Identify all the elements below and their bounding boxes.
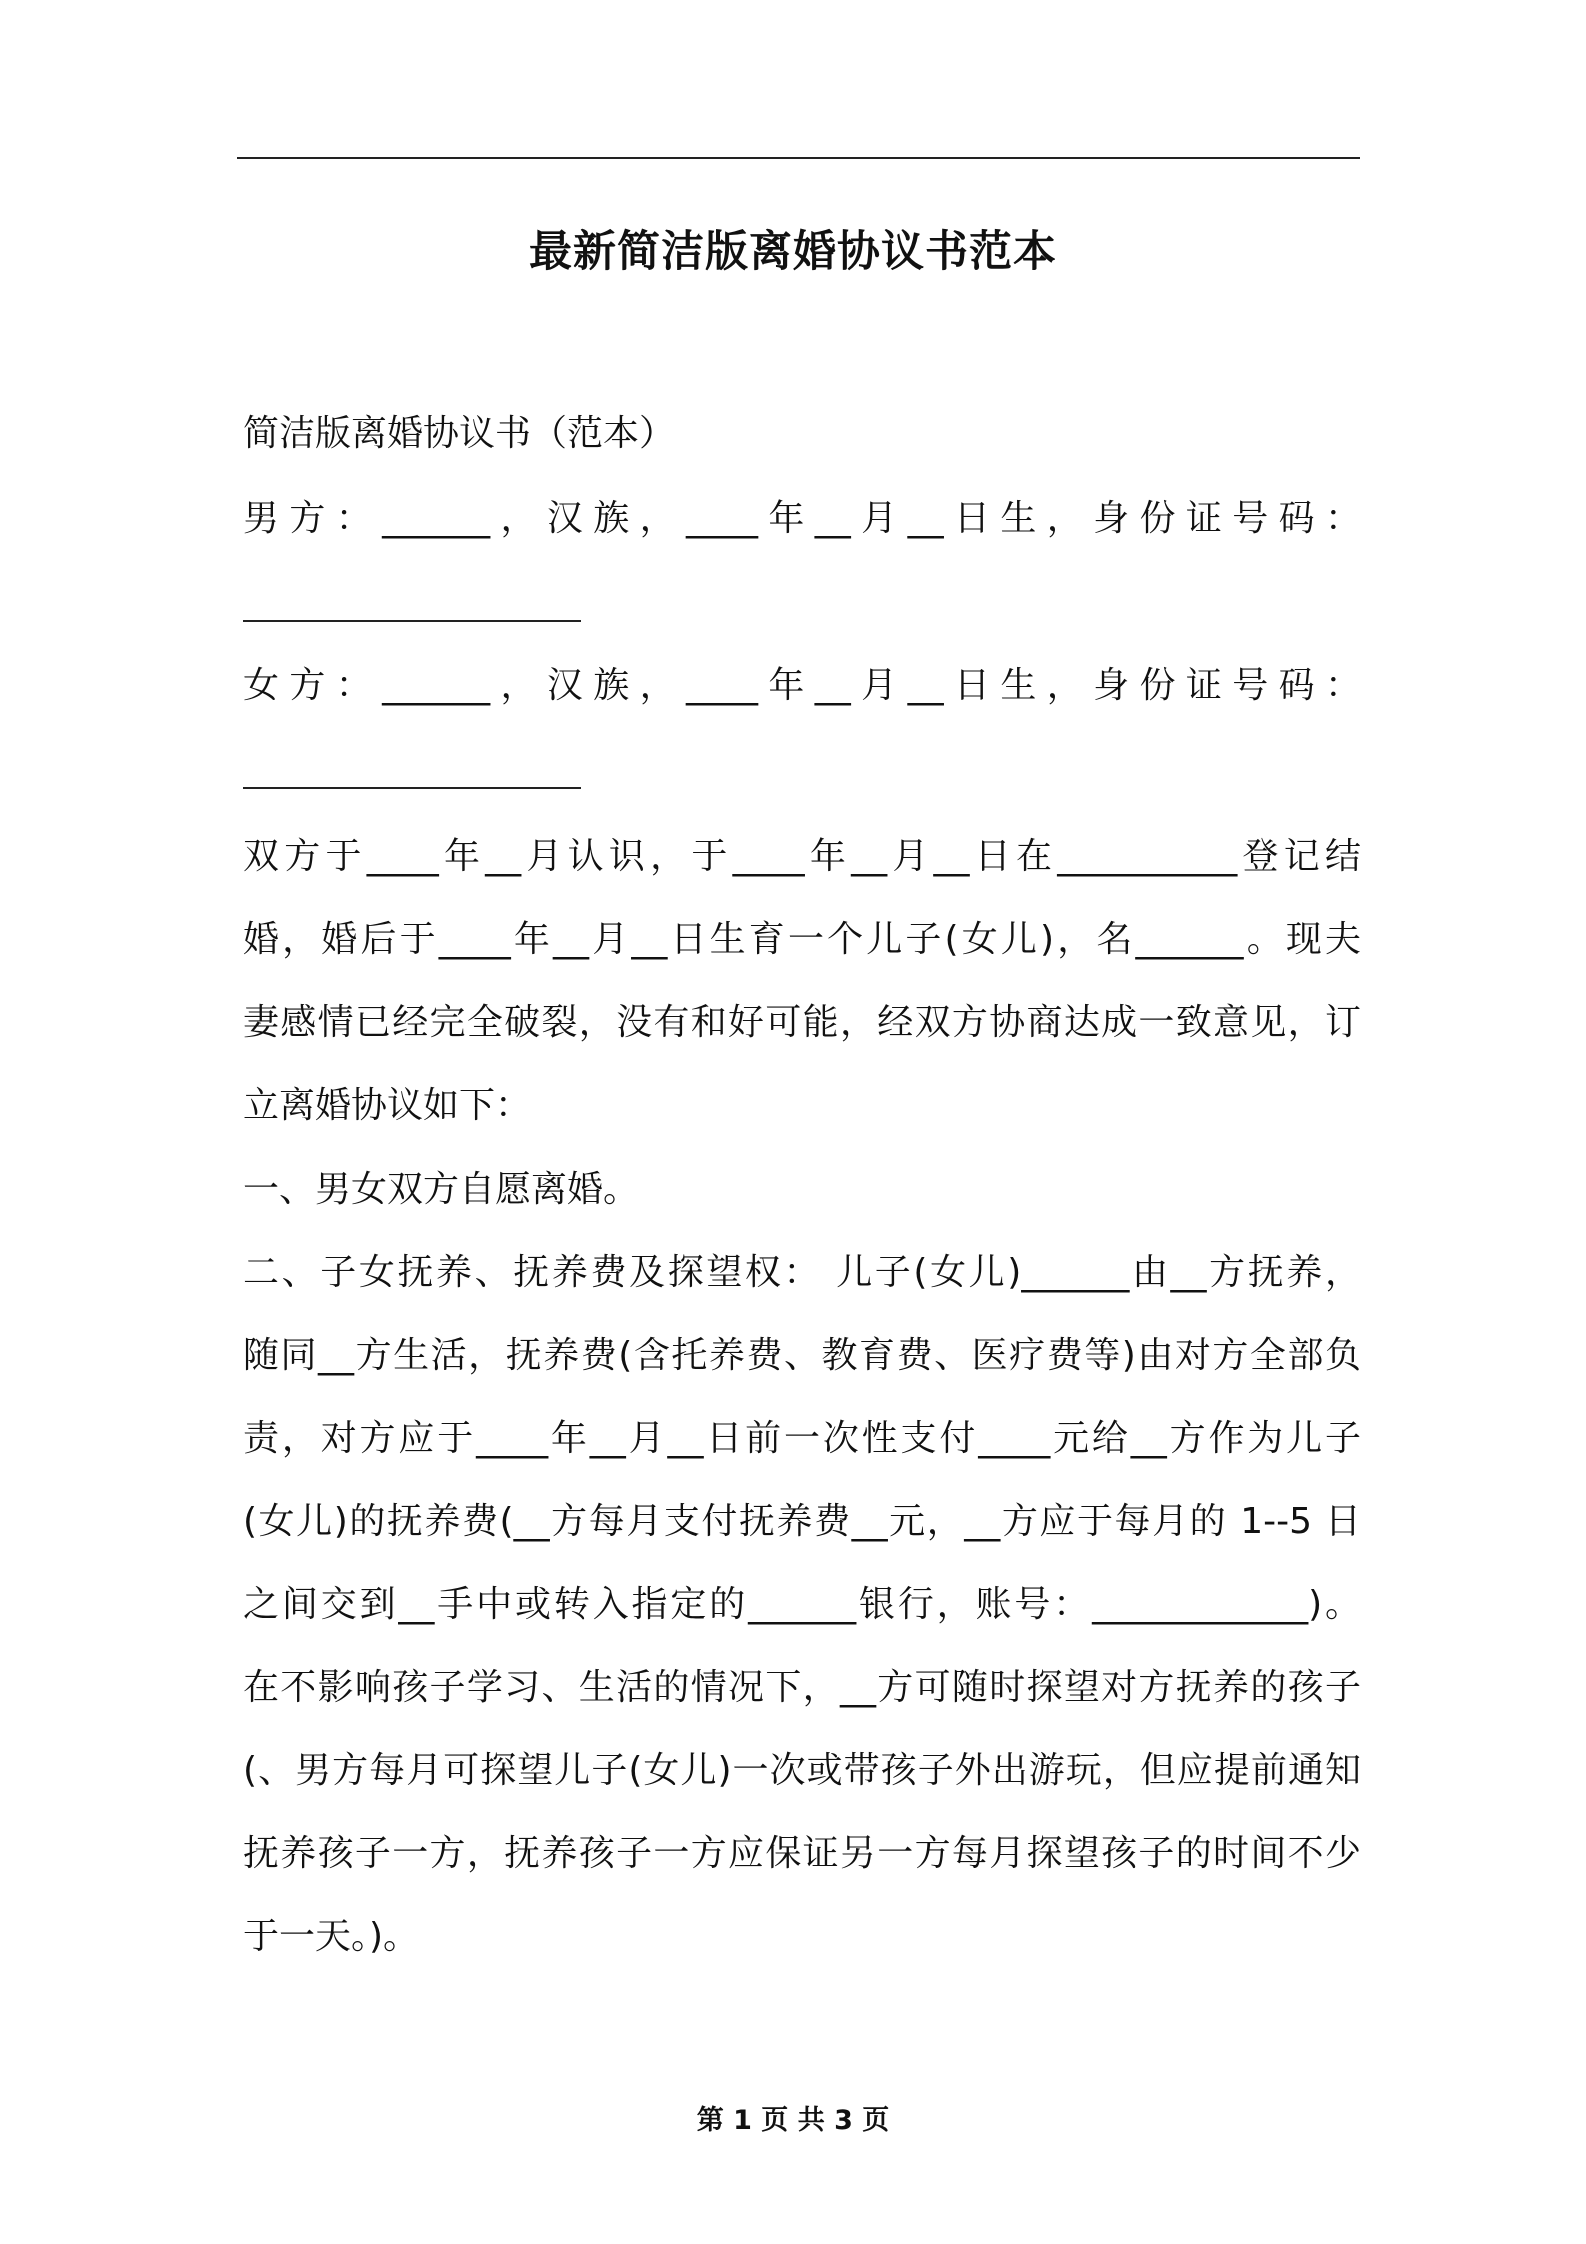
female-id-blank: [243, 747, 1361, 807]
paragraph-line: 婚，婚后于____年__月__日生育一个儿子(女儿)，名______。现夫: [243, 919, 1361, 960]
male-id-blank: [243, 580, 1361, 640]
clause-two-line: (、男方每月可探望儿子(女儿)一次或带孩子外出游玩，但应提前通知: [243, 1750, 1361, 1791]
male-party-line: 男方：______，汉族，____年__月__日生，身份证号码：: [243, 498, 1361, 539]
clause-two-line: (女儿)的抚养费(__方每月支付抚养费__元，__方应于每月的 1--5 日: [243, 1501, 1361, 1542]
male-id-underline: [243, 580, 581, 622]
clause-two-line: 二、子女抚养、抚养费及探望权： 儿子(女儿)______由__方抚养，: [243, 1252, 1361, 1293]
female-party-line: 女方：______，汉族，____年__月__日生，身份证号码：: [243, 665, 1361, 706]
clause-two-line: 随同__方生活，抚养费(含托养费、教育费、医疗费等)由对方全部负: [243, 1335, 1361, 1376]
clause-two-line: 在不影响孩子学习、生活的情况下，__方可随时探望对方抚养的孩子: [243, 1667, 1361, 1708]
female-id-underline: [243, 747, 581, 789]
paragraph-line: 双方于____年__月认识，于____年__月__日在__________登记结: [243, 836, 1361, 877]
document-title: 最新简洁版离婚协议书范本: [529, 227, 1057, 277]
page-number-footer: 第 1 页 共 3 页: [696, 2105, 890, 2136]
paragraph-line: 立离婚协议如下：: [243, 1085, 532, 1126]
paragraph-line: 妻感情已经完全破裂，没有和好可能，经双方协商达成一致意见，订: [243, 1002, 1361, 1043]
clause-two-line: 责，对方应于____年__月__日前一次性支付____元给__方作为儿子: [243, 1418, 1361, 1459]
clause-two-line: 于一天。)。: [243, 1916, 420, 1957]
header-rule: [237, 157, 1360, 159]
document-subtitle: 简洁版离婚协议书（范本）: [243, 413, 676, 454]
clause-two-line: 抚养孩子一方，抚养孩子一方应保证另一方每月探望孩子的时间不少: [243, 1833, 1361, 1874]
clause-one: 一、男女双方自愿离婚。: [243, 1169, 640, 1210]
clause-two-line: 之间交到__手中或转入指定的______银行，账号：____________)。: [243, 1584, 1361, 1625]
